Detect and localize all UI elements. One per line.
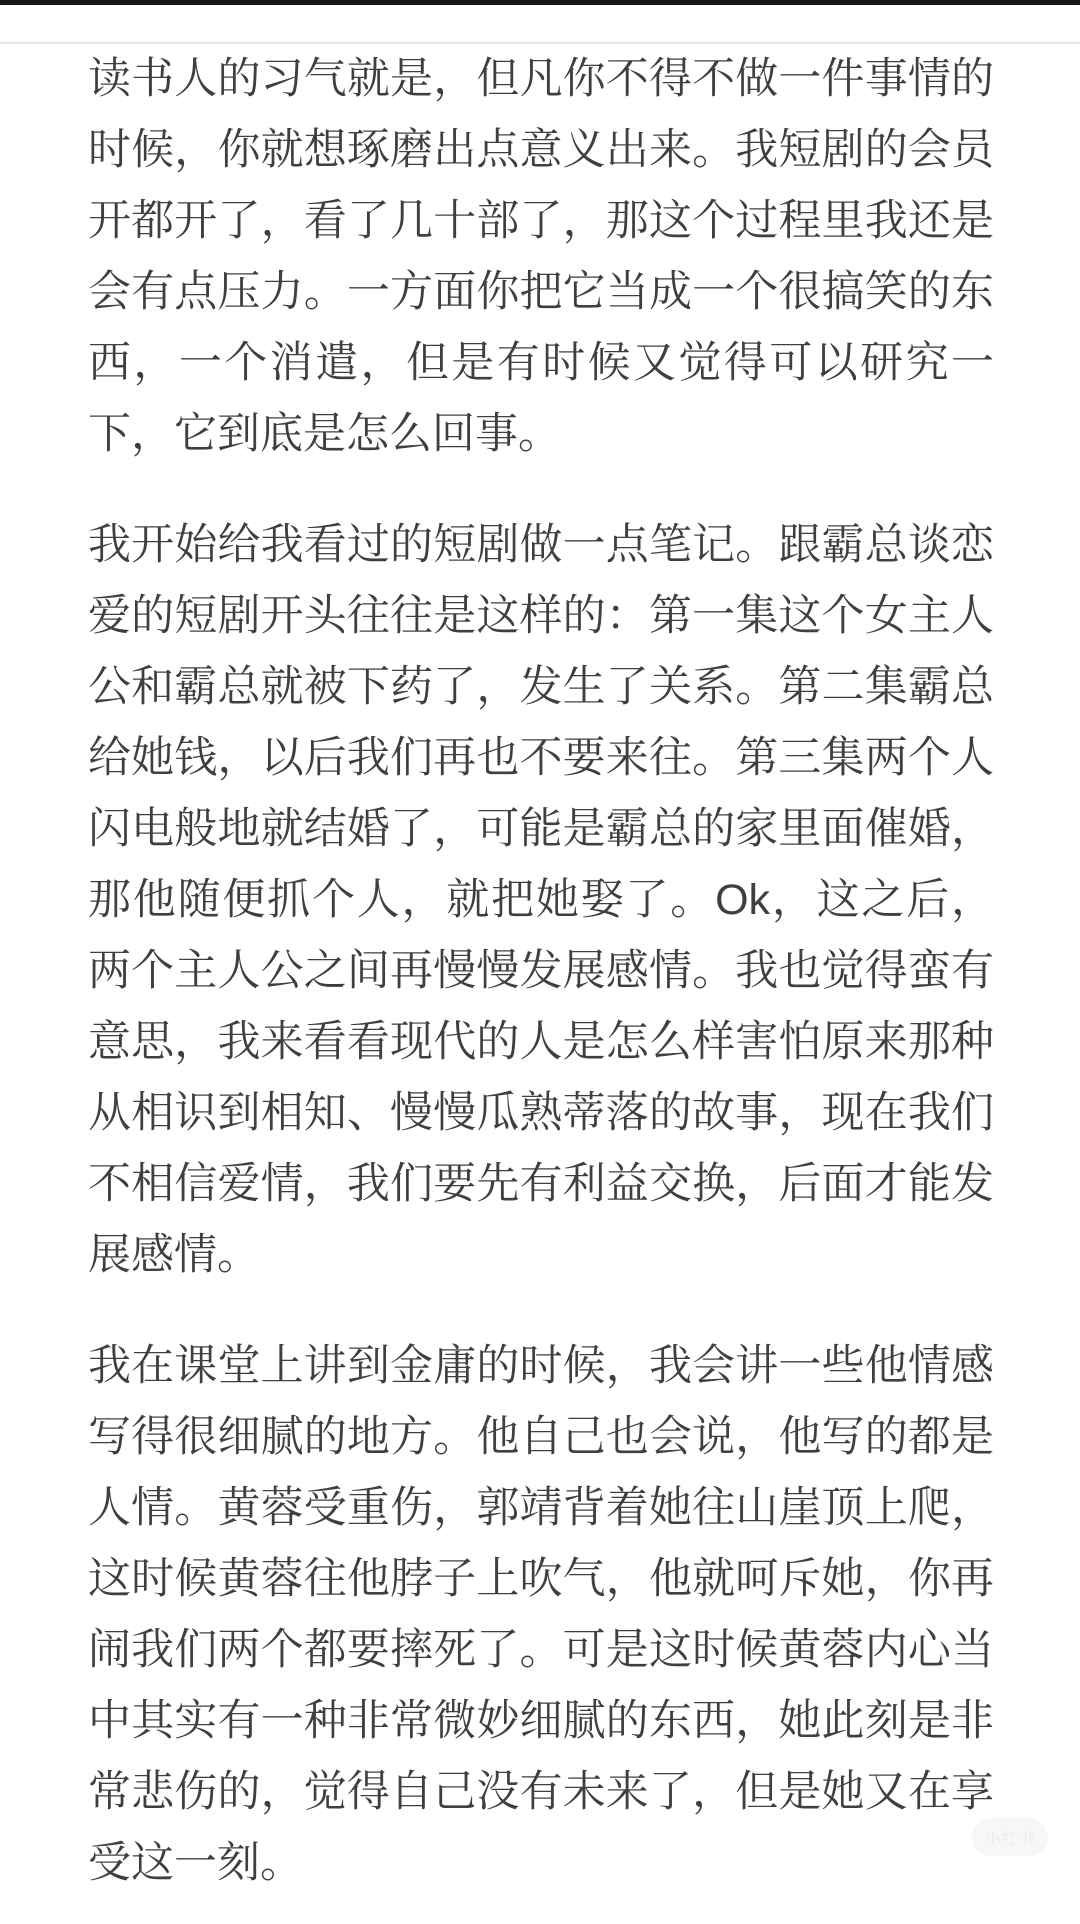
top-bar [0, 0, 1080, 5]
paragraph-2: 我开始给我看过的短剧做一点笔记。跟霸总谈恋爱的短剧开头往往是这样的：第一集这个女主人公和霸总就被下药了，发生了关系。第二集霸总给她钱，以后我们再也不要来往。第三集两个人闪电般地就结婚了，可能是霸总的家里面催婚，那他随便抓个人，就把她娶了。Ok，这之后，两个主人公之间再慢慢发展感情。我也觉得蛮有意思，我来看看现代的人是怎么样害怕原来那种从相识到相知、慢慢瓜熟蒂落的故事，现在我们不相信爱情，我们要先有利益交换，后面才能发展感情。 [88, 521, 994, 1279]
watermark-badge [972, 1818, 1048, 1856]
article-body [88, 44, 994, 1899]
paragraph-3: 我在课堂上讲到金庸的时候，我会讲一些他情感写得很细腻的地方。他自己也会说，他写的都是人情。黄蓉受重伤，郭靖背着她往山崖顶上爬，这时候黄蓉往他脖子上吹气，他就呵斥她，你再闹我们两个都要摔死了。可是这时候黄蓉内心当中其实有一种非常微妙细腻的东西，她此刻是非常悲伤的，觉得自己没有未来了，但是她又在享受这一刻。 [88, 1342, 994, 1887]
watermark-label: 小红书 [984, 1830, 1036, 1848]
paragraph-1: 读书人的习气就是，但凡你不得不做一件事情的时候，你就想琢磨出点意义出来。我短剧的会员开都开了，看了几十部了，那这个过程里我还是会有点压力。一方面你把它当成一个很搞笑的东西，一个消遣，但是有时候又觉得可以研究一下，它到底是怎么回事。 [88, 55, 994, 458]
